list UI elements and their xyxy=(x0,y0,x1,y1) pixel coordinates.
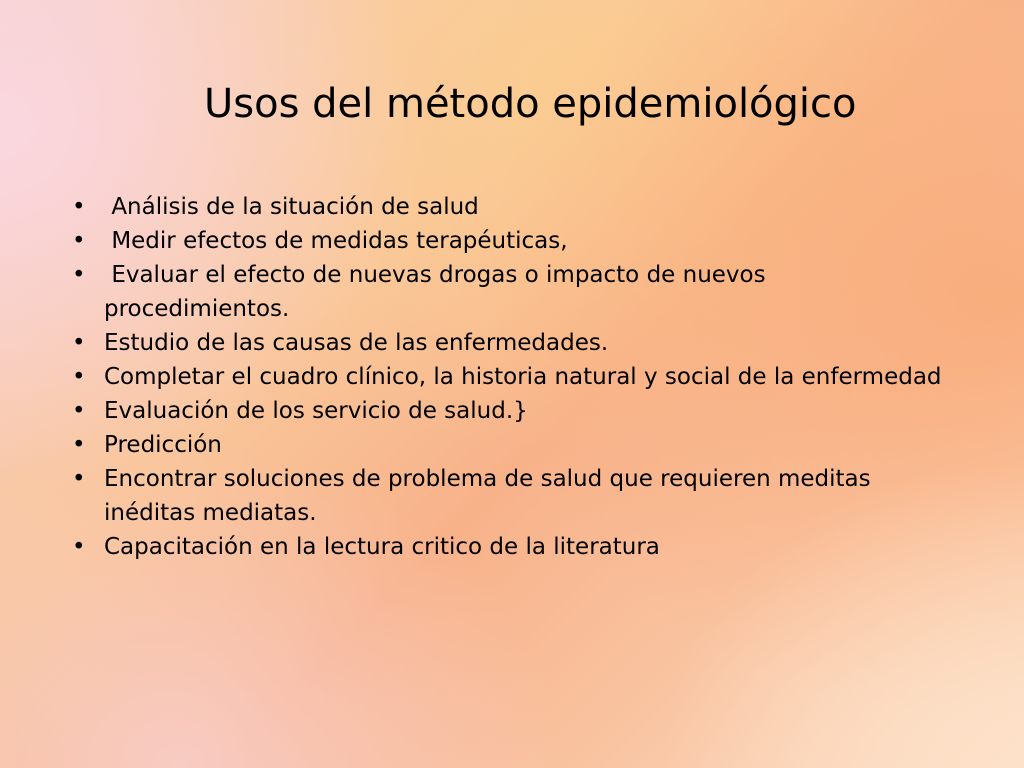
bullet-icon: • xyxy=(72,228,86,254)
list-item xyxy=(70,530,950,564)
list-item xyxy=(70,258,950,326)
list-item-text: Medir efectos de medidas terapéuticas, xyxy=(104,228,568,254)
list-item-text: Completar el cuadro clínico, la historia natural y social de la enfermedad xyxy=(104,364,942,390)
list-item xyxy=(70,360,950,394)
list-item xyxy=(70,190,950,224)
bullet-icon: • xyxy=(72,194,86,220)
bullet-icon: • xyxy=(72,398,86,424)
bullet-list xyxy=(70,190,950,564)
list-item xyxy=(70,394,950,428)
bullet-icon: • xyxy=(72,534,86,560)
bullet-icon: • xyxy=(72,364,86,390)
list-item-text: Predicción xyxy=(104,432,222,458)
list-item-text: Evaluación de los servicio de salud.} xyxy=(104,398,528,424)
list-item xyxy=(70,224,950,258)
list-item xyxy=(70,428,950,462)
list-item-text: Capacitación en la lectura critico de la literatura xyxy=(104,534,660,560)
bullet-icon: • xyxy=(72,262,86,288)
list-item-text: Encontrar soluciones de problema de salud que requieren meditas inéditas mediatas. xyxy=(104,466,871,526)
list-item xyxy=(70,462,950,530)
bullet-icon: • xyxy=(72,466,86,492)
list-item-text: Estudio de las causas de las enfermedades. xyxy=(104,330,609,356)
list-item-text: Análisis de la situación de salud xyxy=(104,194,479,220)
bullet-icon: • xyxy=(72,432,86,458)
bullet-icon: • xyxy=(72,330,86,356)
list-item xyxy=(70,326,950,360)
list-item-text: Evaluar el efecto de nuevas drogas o impacto de nuevos procedimientos. xyxy=(104,262,773,322)
slide-title: Usos del método epidemiológico xyxy=(204,81,857,127)
